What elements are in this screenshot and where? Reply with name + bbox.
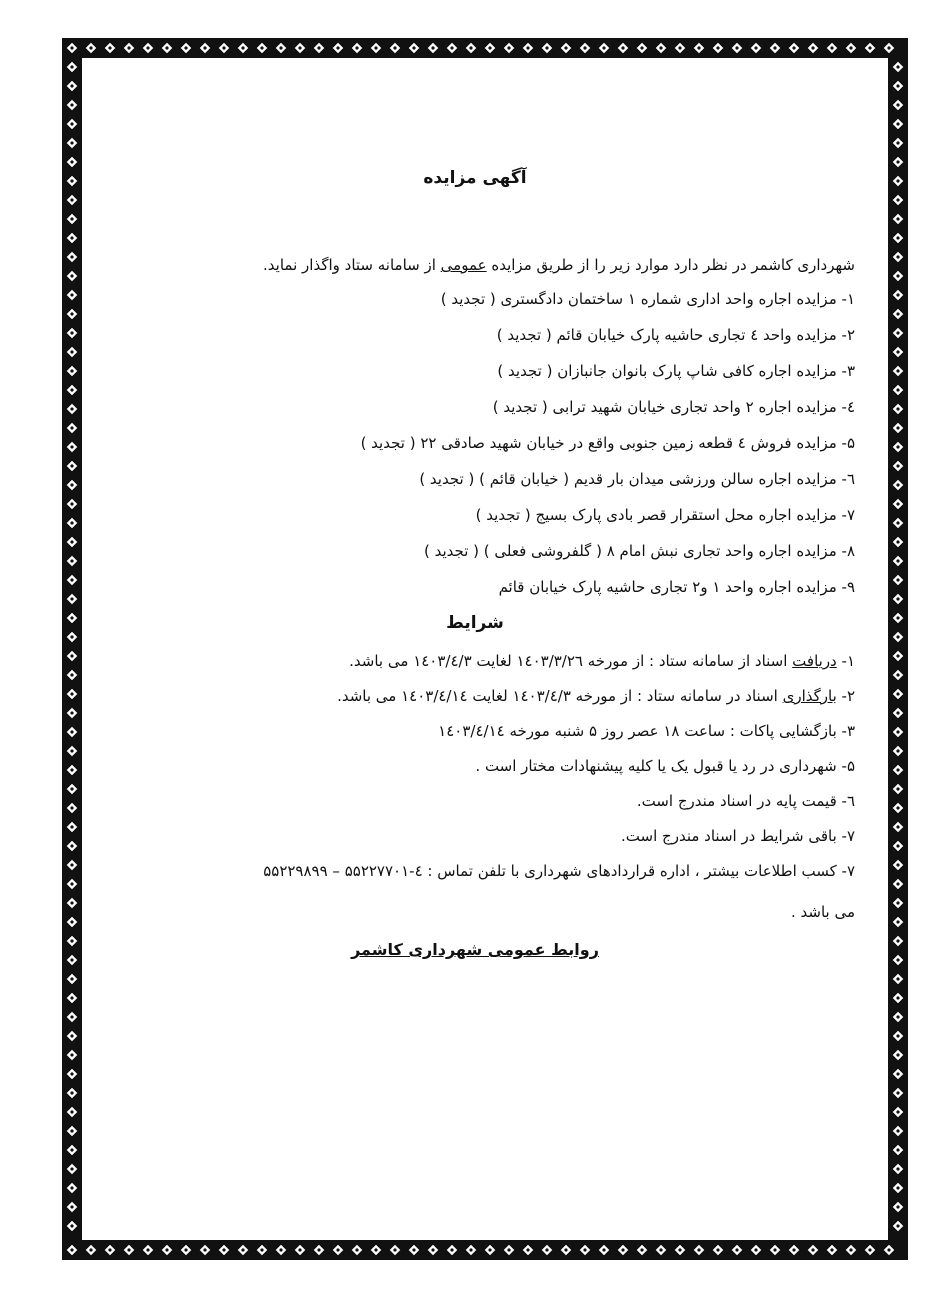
condition-text: ٦- قیمت پایه در اسناد مندرج است. bbox=[636, 792, 855, 810]
auction-items-list bbox=[95, 288, 855, 612]
signature bbox=[95, 940, 855, 959]
list-item: ۱- مزایده اجاره واحد اداری شماره ۱ ساختمان دادگستری ( تجدید ) bbox=[440, 290, 855, 308]
intro-paragraph bbox=[95, 256, 855, 274]
condition-text: اسناد از سامانه ستاد : از مورخه ۱٤۰۳/۳/۲٦ لغایت ۱٤۰۳/٤/۳ می باشد. bbox=[349, 652, 793, 670]
condition-prefix: ۲- bbox=[836, 687, 855, 705]
condition-item bbox=[95, 825, 855, 860]
announcement-page bbox=[95, 60, 855, 1240]
condition-item bbox=[95, 790, 855, 825]
condition-item bbox=[95, 720, 855, 755]
condition-text: اسناد در سامانه ستاد : از مورخه ۱٤۰۳/٤/۳ لغایت ۱٤۰۳/٤/۱٤ می باشد. bbox=[337, 687, 783, 705]
conditions-heading: شرایط bbox=[446, 613, 504, 633]
list-item: ۷- مزایده اجاره محل استقرار قصر بادی پارک بسیج ( تجدید ) bbox=[475, 506, 855, 524]
condition-prefix: ۱- bbox=[836, 652, 855, 670]
condition-item bbox=[95, 650, 855, 685]
list-item: ۳- مزایده اجاره کافی شاپ پارک بانوان جانبازان ( تجدید ) bbox=[497, 362, 855, 380]
condition-text: ۳- بازگشایی پاکات : ساعت ۱۸ عصر روز ۵ شنبه مورخه ۱٤۰۳/٤/۱٤ bbox=[438, 722, 855, 740]
condition-text: ۷- کسب اطلاعات بیشتر ، اداره قراردادهای شهرداری با تلفن تماس : ٤-۵۵۲۲۷۷۰۱ – ۵۵۲۲۹۸۹۹ bbox=[263, 862, 855, 880]
condition-underlined-word: بارگذاری bbox=[782, 687, 837, 705]
condition-item bbox=[95, 755, 855, 790]
condition-text: ۵- شهرداری در رد یا قبول یک یا کلیه پیشنهادات مختار است . bbox=[475, 757, 855, 775]
list-item: ۸- مزایده اجاره واحد تجاری نبش امام ۸ ( گلفروشی فعلی ) ( تجدید ) bbox=[423, 542, 855, 560]
announcement-title: آگهی مزایده bbox=[423, 168, 527, 188]
condition-continuation: می باشد . bbox=[790, 903, 855, 921]
list-item: ۹- مزایده اجاره واحد ۱ و۲ تجاری حاشیه پارک خیابان قائم bbox=[498, 578, 855, 596]
condition-text: ۷- باقی شرایط در اسناد مندرج است. bbox=[621, 827, 855, 845]
condition-item bbox=[95, 860, 855, 895]
intro-text-start: شهرداری کاشمر در نظر دارد موارد زیر را از طریق مزایده bbox=[486, 256, 855, 274]
list-item: ۲- مزایده واحد ٤ تجاری حاشیه پارک خیابان قائم ( تجدید ) bbox=[496, 326, 855, 344]
intro-underlined-word: عمومی bbox=[440, 256, 487, 274]
list-item: ٤- مزایده اجاره ۲ واحد تجاری خیابان شهید ترابی ( تجدید ) bbox=[492, 398, 855, 416]
conditions-list bbox=[95, 650, 855, 895]
list-item: ٦- مزایده اجاره سالن ورزشی میدان بار قدیم ( خیابان قائم ) ( تجدید ) bbox=[419, 470, 855, 488]
condition-underlined-word: دریافت bbox=[792, 652, 837, 670]
signature-text: روابط عمومی شهرداری کاشمر bbox=[351, 940, 599, 959]
intro-text-end: از سامانه ستاد واگذار نماید. bbox=[263, 256, 441, 274]
condition-item bbox=[95, 685, 855, 720]
list-item: ۵- مزایده فروش ٤ قطعه زمین جنوبی واقع در خیابان شهید صادقی ۲۲ ( تجدید ) bbox=[360, 434, 855, 452]
